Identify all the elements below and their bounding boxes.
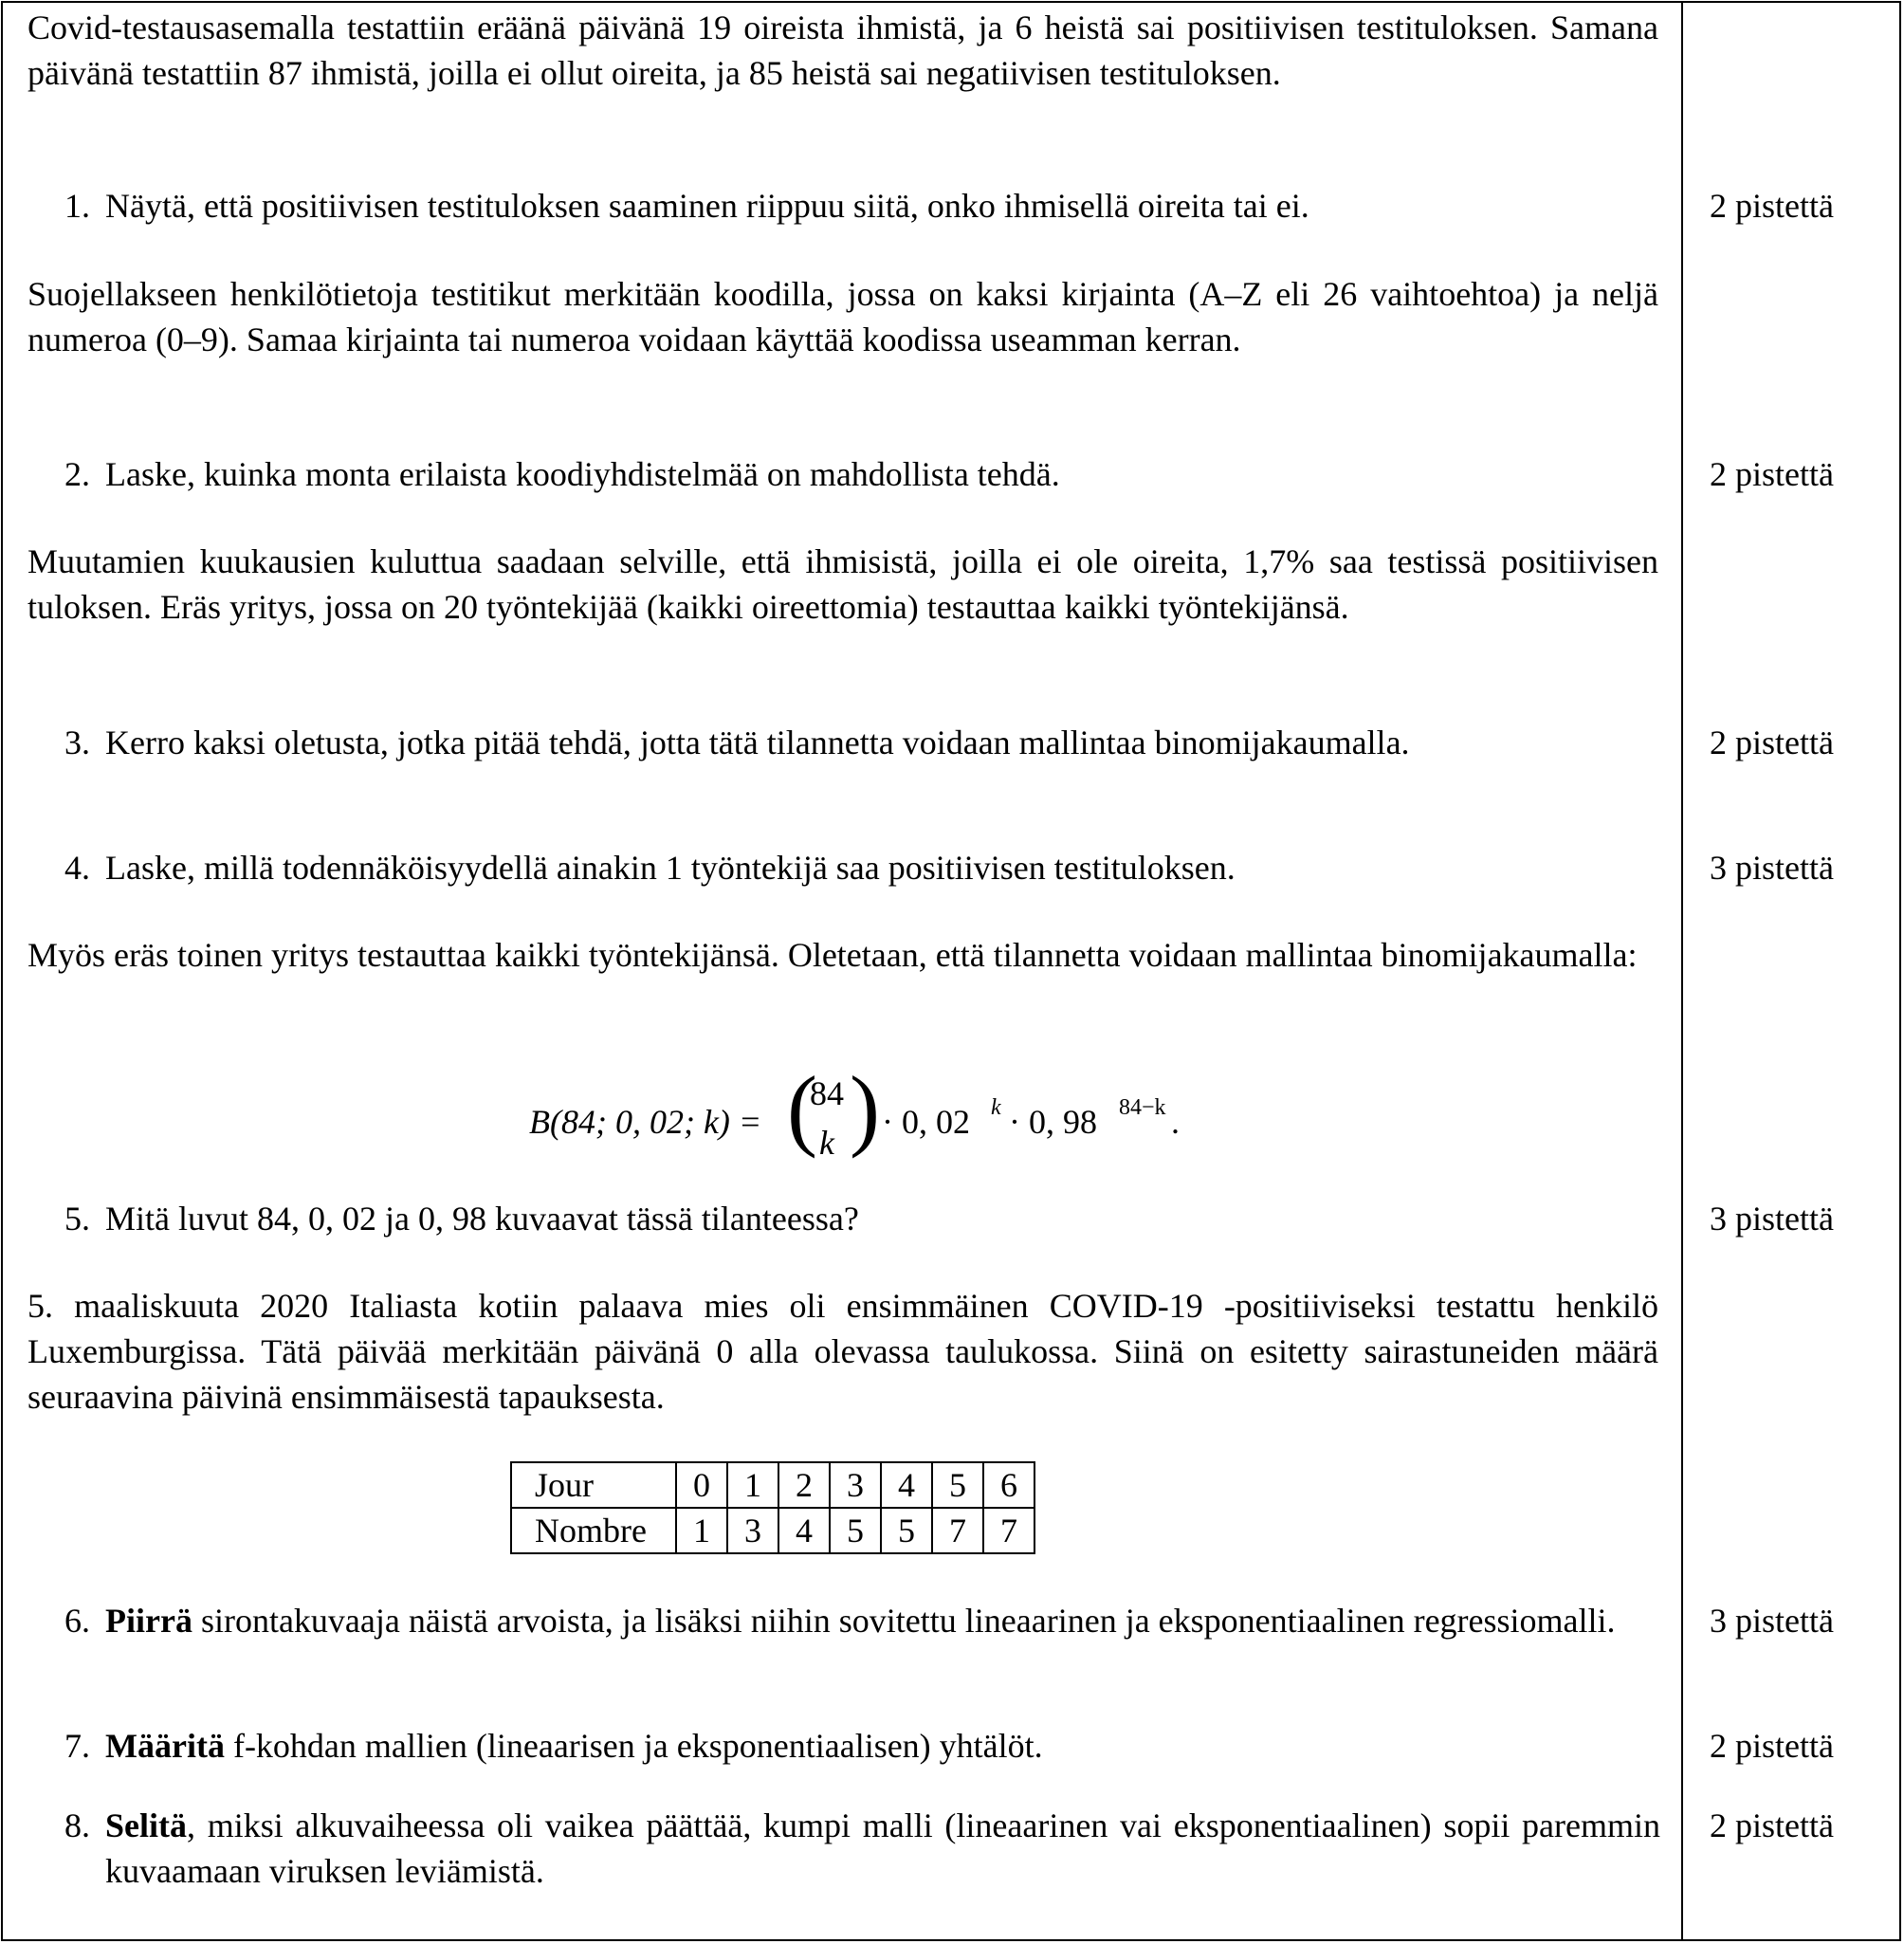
question-number: 8. <box>64 1806 90 1844</box>
question-number: 5. <box>64 1200 90 1238</box>
question-text: Mitä luvut 84, 0, 02 ja 0, 98 kuvaavat tässä tilanteessa? <box>105 1200 859 1238</box>
table-cell: 3 <box>727 1508 778 1553</box>
points-1: 2 pistettä <box>1710 187 1834 225</box>
table-cell: 0 <box>676 1462 727 1508</box>
question-text: Laske, kuinka monta erilaista koodiyhdistelmää on mahdollista tehdä. <box>105 455 1060 493</box>
question-text: Laske, millä todennäköisyydellä ainakin 1 työntekijä saa positiivisen testituloksen. <box>105 849 1236 887</box>
right-paren: ) <box>850 1057 880 1159</box>
question-text: Kerro kaksi oletusta, jotka pitää tehdä, jotta tätä tilannetta voidaan mallintaa binomijakaumalla. <box>105 724 1410 761</box>
table-cell: 2 <box>778 1462 830 1508</box>
row-label-jour: Jour <box>511 1462 676 1508</box>
table-cell: 6 <box>983 1462 1034 1508</box>
intro-paragraph-2: Suojellakseen henkilötietoja testitikut merkitään koodilla, jossa on kaksi kirjainta (A–Z eli 26 vaihtoehtoa) ja neljä numeroa (0–9). Samaa kirjainta tai numeroa voidaan käyttää koodissa useamman kerran. <box>27 275 1658 358</box>
points-8: 2 pistettä <box>1710 1806 1834 1844</box>
question-text: Selitä, miksi alkuvaiheessa oli vaikea päättää, kumpi malli (lineaarinen vai eksponentiaalinen) sopii paremmin kuvaamaan viruksen leviämistä. <box>105 1806 1660 1890</box>
points-5: 3 pistettä <box>1710 1200 1834 1238</box>
left-paren: ( <box>787 1057 817 1159</box>
cases-table <box>510 1461 1035 1554</box>
table-cell: 5 <box>881 1508 932 1553</box>
table-row <box>511 1508 1034 1553</box>
table-row <box>511 1462 1034 1508</box>
formula-mid: · 0, 02 <box>882 1103 970 1141</box>
intro-paragraph-4: Myös eräs toinen yritys testauttaa kaikki työntekijänsä. Oletetaan, että tilannetta voidaan mallintaa binomijakaumalla: <box>27 936 1638 974</box>
table-cell: 1 <box>676 1508 727 1553</box>
formula-lhs: B(84; 0, 02; k) = <box>529 1103 762 1141</box>
question-text: Piirrä sirontakuvaaja näistä arvoista, ja lisäksi niihin sovitettu lineaarinen ja eksponentiaalinen regressiomalli. <box>105 1602 1616 1640</box>
binom-top: 84 <box>810 1074 844 1112</box>
intro-paragraph-1: Covid-testausasemalla testattiin eräänä päivänä 19 oireista ihmistä, ja 6 heistä sai positiivisen testituloksen. Samana päivänä testattiin 87 ihmistä, joilla ei ollut oireita, ja 85 heistä sai negatiivisen testituloksen. <box>27 9 1658 92</box>
table-cell: 4 <box>881 1462 932 1508</box>
question-text: Määritä f-kohdan mallien (lineaarisen ja eksponentiaalisen) yhtälöt. <box>105 1727 1043 1765</box>
points-4: 3 pistettä <box>1710 849 1834 887</box>
points-column-divider <box>1681 3 1683 1939</box>
binom-bottom: k <box>819 1124 834 1162</box>
table-cell: 7 <box>983 1508 1034 1553</box>
exam-frame <box>1 1 1901 1941</box>
points-2: 2 pistettä <box>1710 455 1834 493</box>
formula-mid2: · 0, 98 <box>1009 1103 1097 1141</box>
question-text: Näytä, että positiivisen testituloksen saaminen riippuu siitä, onko ihmisellä oireita tai ei. <box>105 187 1309 225</box>
question-number: 7. <box>64 1727 90 1765</box>
intro-paragraph-3: Muutamien kuukausien kuluttua saadaan selville, että ihmisistä, joilla ei ole oireita, 1,7% saa testissä positiivisen tuloksen. Eräs yritys, jossa on 20 työntekijää (kaikki oireettomia) testauttaa kaikki työntekijänsä. <box>27 542 1658 626</box>
table-cell: 5 <box>830 1508 881 1553</box>
row-label-nombre: Nombre <box>511 1508 676 1553</box>
formula-end: . <box>1171 1103 1180 1141</box>
intro-paragraph-5: 5. maaliskuuta 2020 Italiasta kotiin palaava mies oli ensimmäinen COVID-19 -positiiviseksi testattu henkilö Luxemburgissa. Tätä päivää merkitään päivänä 0 alla olevassa taulukossa. Siinä on esitetty sairastuneiden määrä seuraavina päivinä ensimmäisestä tapauksesta. <box>27 1287 1658 1416</box>
question-number: 6. <box>64 1602 90 1640</box>
question-number: 2. <box>64 455 90 493</box>
points-7: 2 pistettä <box>1710 1727 1834 1765</box>
binomial-formula <box>529 1055 1193 1179</box>
table-cell: 5 <box>932 1462 983 1508</box>
exponent-2: 84−k <box>1119 1095 1166 1120</box>
question-number: 3. <box>64 724 90 761</box>
table-cell: 4 <box>778 1508 830 1553</box>
table-cell: 7 <box>932 1508 983 1553</box>
table-cell: 3 <box>830 1462 881 1508</box>
points-6: 3 pistettä <box>1710 1602 1834 1640</box>
question-number: 1. <box>64 187 90 225</box>
table-cell: 1 <box>727 1462 778 1508</box>
points-3: 2 pistettä <box>1710 724 1834 761</box>
formula-svg <box>529 1055 1193 1179</box>
exponent-1: k <box>991 1095 1001 1120</box>
question-number: 4. <box>64 849 90 887</box>
